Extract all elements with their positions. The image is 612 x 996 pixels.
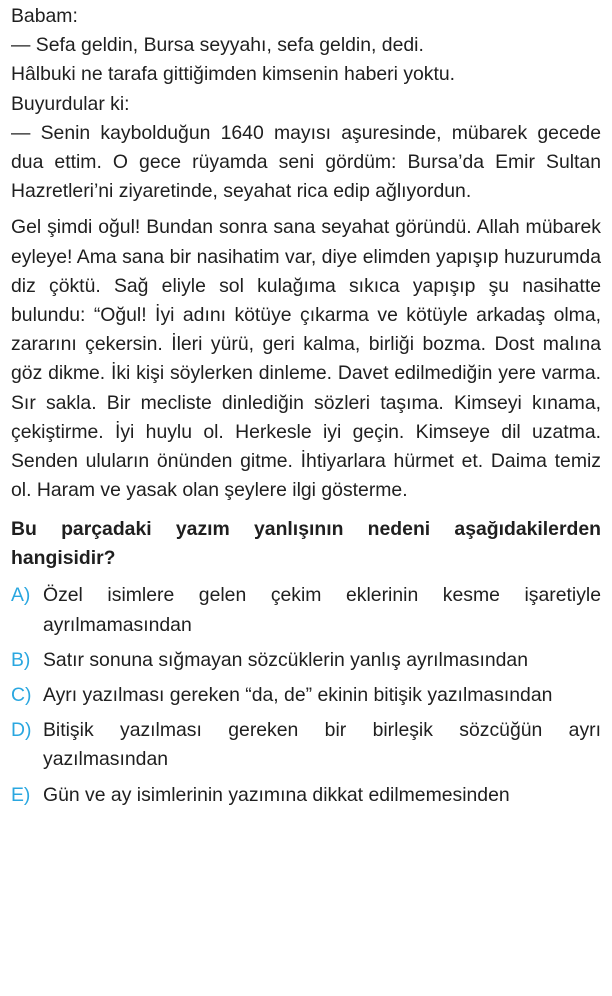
option-a-text: Özel isimlere gelen çekim eklerinin kesme işaretiyle ayrılmamasından xyxy=(43,584,601,636)
option-d-letter: D) xyxy=(11,719,32,742)
option-c-text: Ayrı yazılması gereken “da, de” ekinin bitişik yazılmasından xyxy=(43,684,553,707)
option-d[interactable] xyxy=(11,716,601,774)
passage-line-however: Hâlbuki ne tarafa gittiğimden kimsenin haberi yoktu. xyxy=(11,63,456,86)
passage-line-welcome: — Sefa geldin, Bursa seyyahı, sefa geldin, dedi. xyxy=(11,34,424,57)
answer-options xyxy=(11,581,601,809)
option-a[interactable] xyxy=(11,581,601,639)
option-b[interactable] xyxy=(11,646,601,675)
option-a-letter: A) xyxy=(11,584,31,607)
option-e-letter: E) xyxy=(11,783,31,806)
passage-line-said: Buyurdular ki: xyxy=(11,92,130,115)
option-b-letter: B) xyxy=(11,648,31,671)
option-d-text: Bitişik yazılması gereken bir birleşik sözcüğün ayrı yazılmasından xyxy=(43,719,601,771)
passage-dialog: — Senin kaybolduğun 1640 mayısı aşuresinde, mübarek gecede dua ettim. O gece rüyamda seni gördüm: Bursa’da Emir Sultan Hazretleri’ni ziyaretinde, seyahat rica edip ağlıyordun. xyxy=(11,121,601,203)
option-c[interactable] xyxy=(11,681,601,710)
option-c-letter: C) xyxy=(11,684,32,707)
option-e[interactable] xyxy=(11,781,601,810)
passage-paragraph: Gel şimdi oğul! Bundan sonra sana seyahat göründü. Allah mübarek eyleye! Ama sana bir nasihatim var, diye elimden yapışıp huzurumda diz çöktü. Sağ eliyle sol kulağıma sıkıca yapışıp şu nasihatte bulundu: “Oğul! İyi adını kötüye çıkarma ve kötüyle arkadaş olma, zararını çekersin. İleri yürü, geri kalma, birliği bozma. Dost malına göz dikme. İki kişi söylerken dinleme. Davet edilmediğin yere varma. Sır sakla. Bir mecliste dinlediğin sözleri taşıma. Kimseyi kınama, çekiştirme. İyi huylu ol. Herkesle iyi geçin. Kimseye dil uzatma. Senden uluların önünden gitme. İhtiyarlara hürmet et. Daima temiz ol. Haram ve yasak olan şeylere ilgi gösterme. xyxy=(11,216,601,502)
option-b-text: Satır sonuna sığmayan sözcüklerin yanlış ayrılmasından xyxy=(43,648,529,671)
passage-line-father: Babam: xyxy=(11,5,78,27)
option-e-text: Gün ve ay isimlerinin yazımına dikkat edilmemesinden xyxy=(43,783,510,806)
question-text: Bu parçadaki yazım yanlışının nedeni aşağıdakilerden hangisidir? xyxy=(11,518,601,570)
document-page xyxy=(11,2,601,816)
